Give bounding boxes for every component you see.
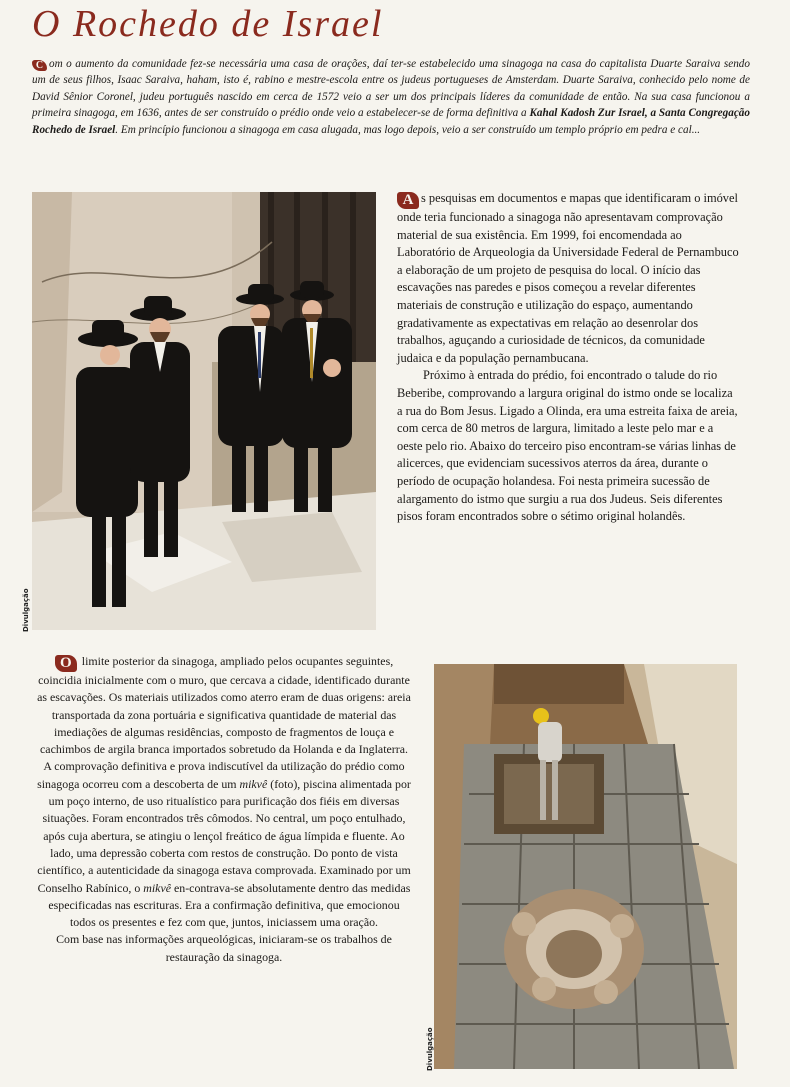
- intro-bold-name: Kahal Kadosh Zur Israel, a Santa Congregação Rochedo de Israel: [32, 107, 750, 136]
- mikve-term-2: mikvê: [143, 880, 172, 895]
- column-right-para-2: Próximo à entrada do prédio, foi encontrado o talude do rio Beberibe, comprovando a largura original do istmo onde se localiza a rua do Bom Jesus. Ligado a Olinda, era uma estreita faixa de areia, com cerca de 80 metros de largura, limitado a leste pelo mar e a oeste pelo rio. Abaixo do terceiro piso encontram-se várias linhas de alicerces, que evidenciam sucessivos aterros da área, durante o período de ocupação holandesa. Foi nesta primeira sucessão de alargamento do istmo que surgiu a rua dos Judeus. Seis diferentes pisos foram encontrados sobre o sétimo original holandês.: [397, 368, 738, 524]
- column-left-para-1: [36, 653, 412, 758]
- column-left: [36, 653, 412, 966]
- intro-paragraph: [32, 56, 750, 138]
- photo-credit-rabbis: Divulgação: [22, 588, 30, 632]
- column-right-dropcap: A: [397, 192, 419, 209]
- intro-dropcap: C: [32, 60, 47, 71]
- column-left-para-2: [36, 758, 412, 931]
- column-right-para-1: [397, 190, 741, 367]
- intro-text: om o aumento da comunidade fez-se necessária uma casa de orações, daí ter-se estabelecido uma sinagoga na casa do capitalista Duarte Saraiva sendo um de seus filhos, Isaac Saraiva, haham, isto é, rabino e mestre-escola entre os judeus portugueses de Amsterdam. Duarte Saraiva, conhecido pelo nome de David Sênior Coronel, judeu português nascido em cerca de 1572 veio a ser um dos principais líderes da comunidade de então. Na sua casa funcionou a primeira sinagoga, em 1636, antes de ser construído o prédio onde veio a estabelecer-se de forma definitiva a: [32, 58, 750, 120]
- article-title: O Rochedo de Israel: [32, 3, 384, 45]
- photo-rabbis: [32, 192, 376, 630]
- photo-credit-mikve: Divulgação: [426, 1027, 434, 1071]
- photo-mikve: [434, 664, 737, 1069]
- column-left-dropcap: O: [55, 655, 77, 672]
- column-left-para-2-a: A comprovação definitiva e prova indiscutível da utilização do prédio como sinagoga ocorreu com a descoberta de um: [37, 759, 405, 791]
- column-right: [397, 190, 741, 526]
- column-right-para-1-text: s pesquisas em documentos e mapas que identificaram o imóvel onde teria funcionado a sinagoga não apresentavam comprovação material de sua existência. Em 1999, foi encomendada ao Laboratório de Arqueologia da Universidade Federal de Pernambuco a elaboração de um projeto de pesquisa do local. O início das escavações nas paredes e pisos começou a revelar diferentes materiais de construção e utilização do espaço, aumentando gradativamente as expectativas em relação ao desenrolar dos trabalhos, aguçando a curiosidade de técnicos, da comunidade judaica e da população pernambucana.: [397, 191, 739, 365]
- photo-mikve-image: [434, 664, 737, 1069]
- column-left-para-3: Com base nas informações arqueológicas, iniciaram-se os trabalhos de restauração da sinagoga.: [56, 932, 392, 964]
- column-left-para-1-text: limite posterior da sinagoga, ampliado pelos ocupantes seguintes, coincidia inicialmente com o muro, que cercava a cidade, identificado durante as escavações. Os materiais utilizados como aterro eram de duas origens: areia transportada da zona portuária e significativa quantidade de material das imediações de algumas residências, composto de fragmentos de louça e cachimbos de argila branca importados sobretudo da Holanda e da Inglaterra.: [37, 654, 411, 757]
- mikve-term: mikvê: [239, 776, 268, 791]
- intro-text-end: . Em princípio funcionou a sinagoga em casa alugada, mas logo depois, veio a ser construído um templo próprio em pedra e cal...: [115, 123, 701, 136]
- column-left-para-2-c: en-contrava-se absolutamente dentro das medidas especificadas nas escrituras. Era a confirmação definitiva, que emocionou todos os presentes e fez com que, juntos, iniciassem uma oração.: [48, 880, 411, 930]
- column-left-para-2-b: (foto), piscina alimentada por um poço interno, de uso ritualístico para purificação dos fiéis em diversas situações. Foram encontrados três cômodos. No central, um poço entulhado, após cuja abertura, se atingiu o lençol freático de água límpida e fluente. Ao lado, uma depressão coberta com restos de construção. Do ponto de vista científico, a autenticidade da sinagoga estava comprovada. Examinado por um Conselho Rabínico, o: [37, 776, 411, 895]
- photo-rabbis-image: [32, 192, 376, 630]
